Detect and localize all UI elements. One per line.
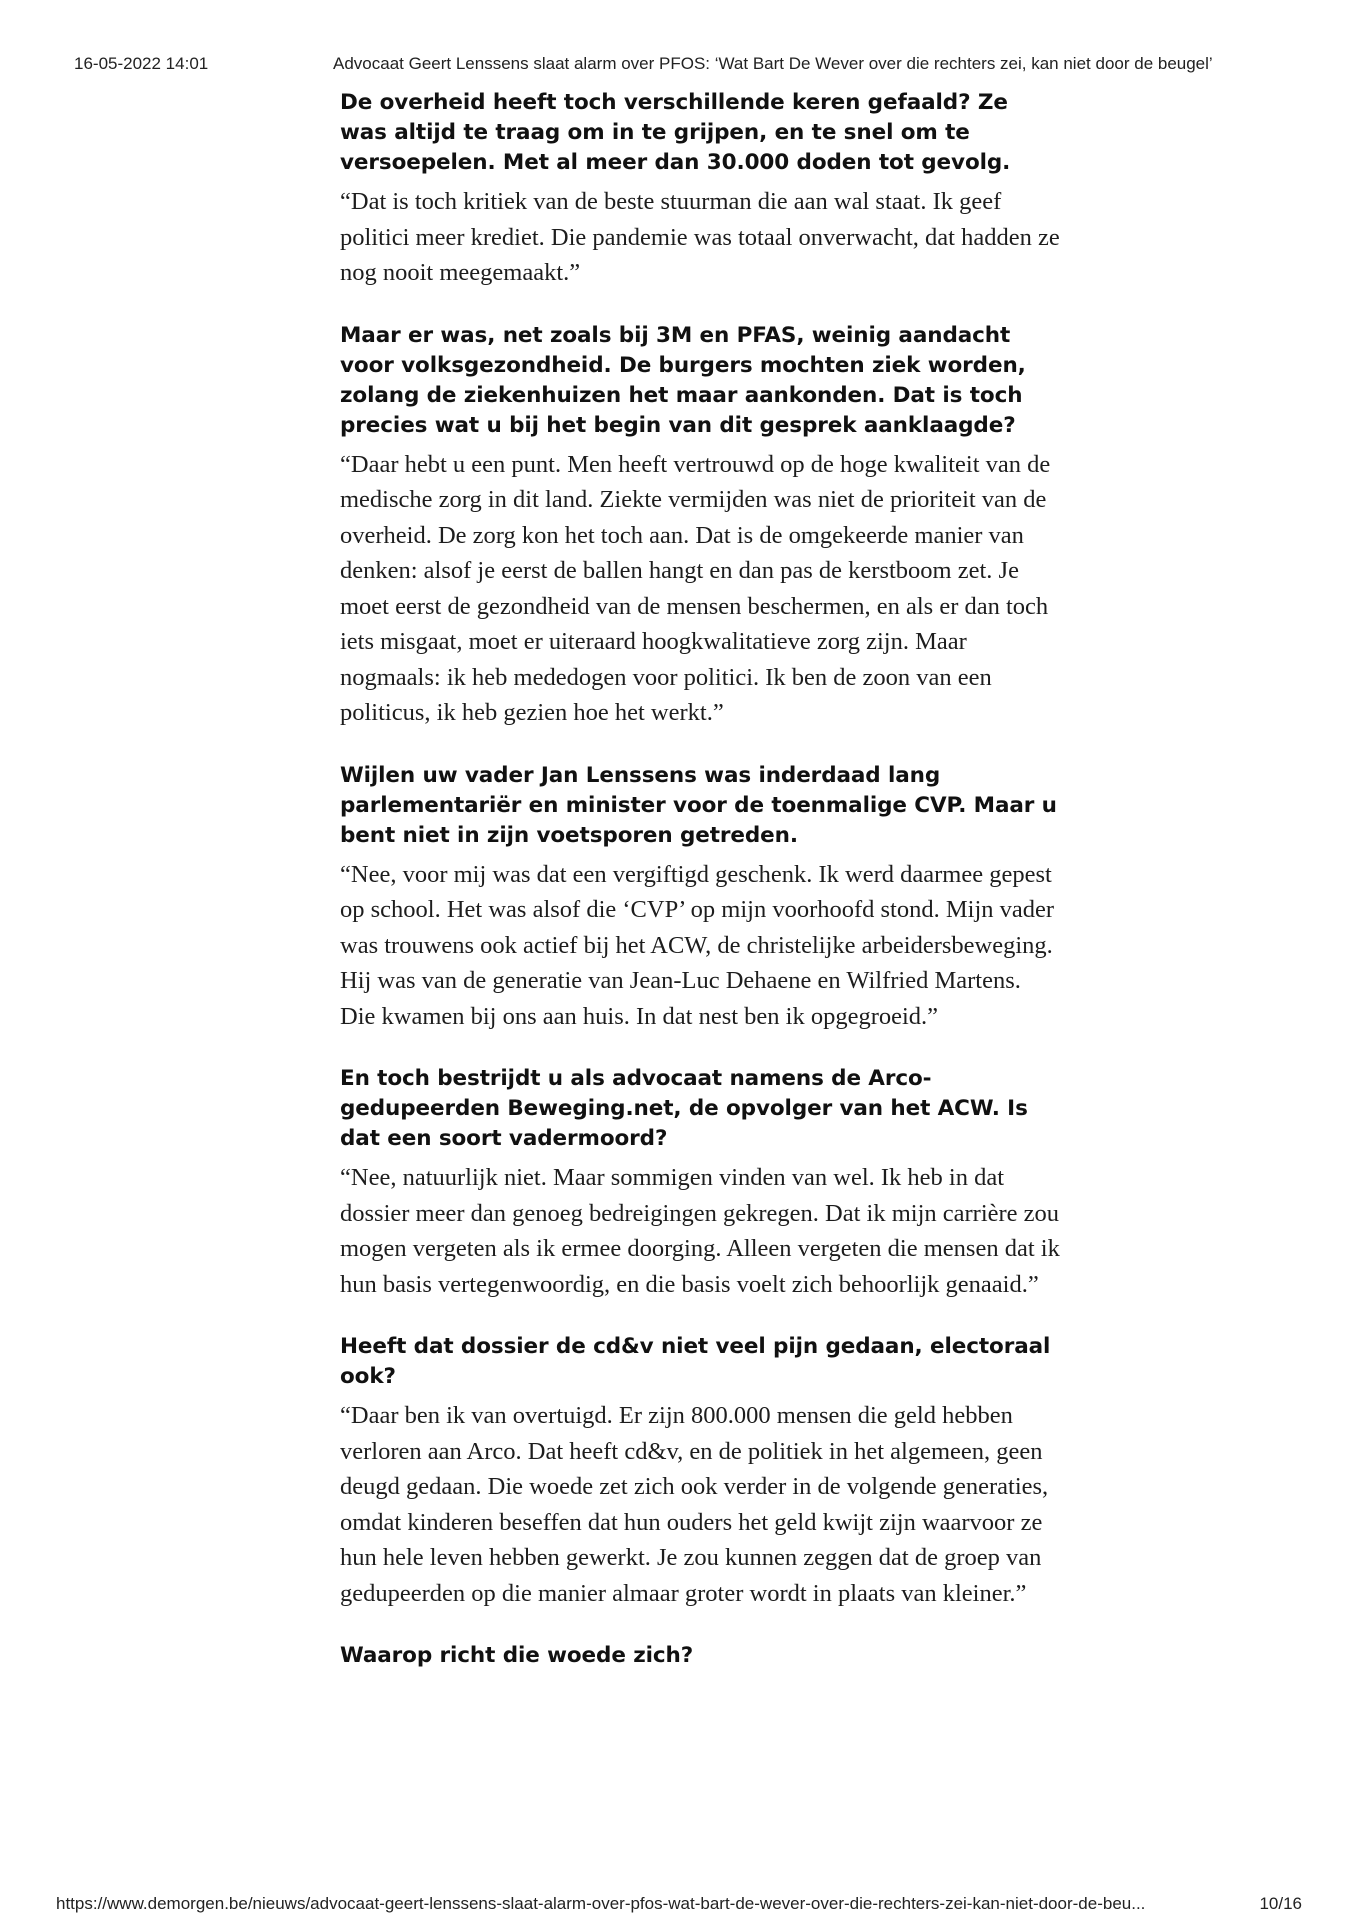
interview-qa-4 <box>340 1064 1060 1302</box>
interview-answer: “Nee, voor mij was dat een vergiftigd geschenk. Ik werd daarmee gepest op school. Het was alsof die ‘CVP’ op mijn voorhoofd stond. Mijn vader was trouwens ook actief bij het ACW, de christelijke arbeidersbeweging. Hij was van de generatie van Jean-Luc Dehaene en Wilfried Martens. Die kwamen bij ons aan huis. In dat nest ben ik opgegroeid.” <box>340 860 1055 1030</box>
interview-question: Waarop richt die woede zich? <box>340 1643 694 1668</box>
interview-question: En toch bestrijdt u als advocaat namens de Arco-gedupeerden Beweging.net, de opvolger van het ACW. Is dat een soort vadermoord? <box>340 1066 1028 1151</box>
interview-qa-6 <box>340 1641 1060 1671</box>
interview-qa-2 <box>340 321 1060 731</box>
print-footer <box>56 1894 1302 1916</box>
print-page-url: https://www.demorgen.be/nieuws/advocaat-geert-lenssens-slaat-alarm-over-pfos-wat-bart-de-wever-over-die-rechters-zei-kan-niet-door-de-beu... <box>56 1894 1146 1913</box>
print-header <box>74 54 1284 76</box>
interview-answer: “Nee, natuurlijk niet. Maar sommigen vinden van wel. Ik heb in dat dossier meer dan genoeg bedreigingen gekregen. Dat ik mijn carrière zou mogen vergeten als ik ermee doorging. Alleen vergeten die mensen dat ik hun basis vertegenwoordig, en die basis voelt zich behoorlijk genaaid.” <box>340 1164 1060 1298</box>
print-datetime: 16-05-2022 14:01 <box>74 54 209 73</box>
print-page-title: Advocaat Geert Lenssens slaat alarm over PFOS: ‘Wat Bart De Wever over die rechters zei, kan niet door de beugel’ <box>333 54 1213 73</box>
interview-answer: “Dat is toch kritiek van de beste stuurman die aan wal staat. Ik geef politici meer krediet. Die pandemie was totaal onverwacht, dat hadden ze nog nooit meegemaakt.” <box>340 188 1060 286</box>
article-body <box>340 88 1060 1701</box>
interview-qa-1 <box>340 88 1060 291</box>
print-page-number: 10/16 <box>1259 1894 1302 1913</box>
interview-question: Heeft dat dossier de cd&v niet veel pijn gedaan, electoraal ook? <box>340 1334 1051 1389</box>
interview-qa-5 <box>340 1332 1060 1611</box>
interview-question: Wijlen uw vader Jan Lenssens was inderdaad lang parlementariër en minister voor de toenmalige CVP. Maar u bent niet in zijn voetsporen getreden. <box>340 762 1057 848</box>
interview-answer: “Daar ben ik van overtuigd. Er zijn 800.000 mensen die geld hebben verloren aan Arco. Dat heeft cd&v, en de politiek in het algemeen, geen deugd gedaan. Die woede zet zich ook verder in de volgende generaties, omdat kinderen beseffen dat hun ouders het geld kwijt zijn waarvoor ze hun hele leven hebben gewerkt. Je zou kunnen zeggen dat de groep van gedupeerden op die manier almaar groter wordt in plaats van kleiner.” <box>340 1402 1049 1607</box>
interview-question: De overheid heeft toch verschillende keren gefaald? Ze was altijd te traag om in te grijpen, en te snel om te versoepelen. Met al meer dan 30.000 doden tot gevolg. <box>340 90 1011 175</box>
interview-question: Maar er was, net zoals bij 3M en PFAS, weinig aandacht voor volksgezondheid. De burgers mochten ziek worden, zolang de ziekenhuizen het maar aankonden. Dat is toch precies wat u bij het begin van dit gesprek aanklaagde? <box>340 322 1026 438</box>
interview-answer: “Daar hebt u een punt. Men heeft vertrouwd op de hoge kwaliteit van de medische zorg in dit land. Ziekte vermijden was niet de prioriteit van de overheid. De zorg kon het toch aan. Dat is de omgekeerde manier van denken: alsof je eerst de ballen hangt en dan pas de kerstboom zet. Je moet eerst de gezondheid van de mensen beschermen, en als er dan toch iets misgaat, moet er uiteraard hoogkwalitatieve zorg zijn. Maar nogmaals: ik heb mededogen voor politici. Ik ben de zoon van een politicus, ik heb gezien hoe het werkt.” <box>340 450 1051 726</box>
interview-qa-3 <box>340 761 1060 1035</box>
